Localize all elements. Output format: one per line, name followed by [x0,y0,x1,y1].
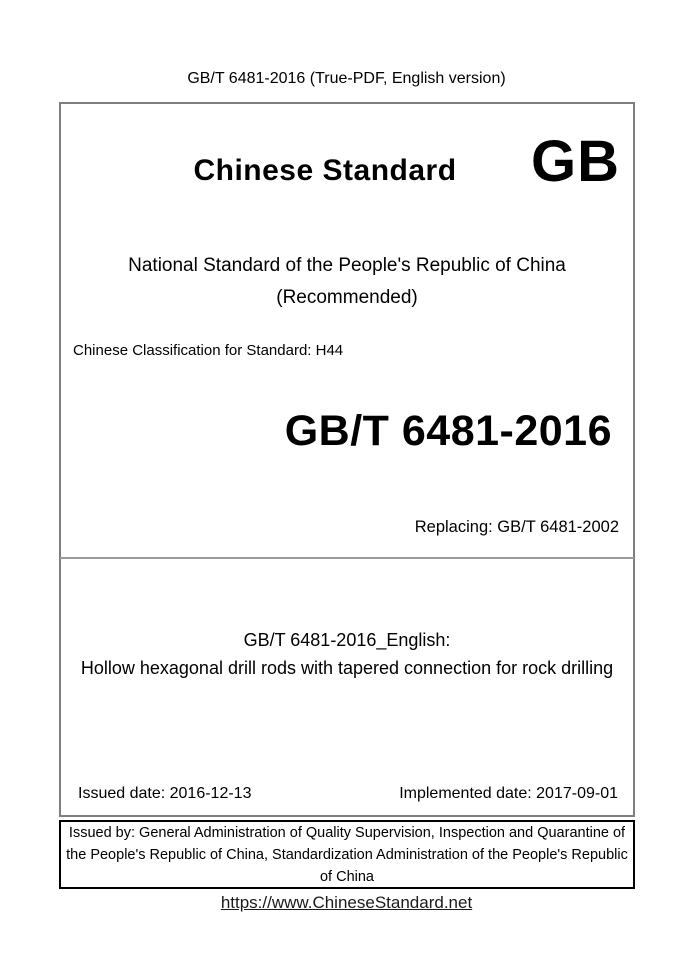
implemented-date: Implemented date: 2017-09-01 [399,785,618,802]
gb-logo: GB [531,129,620,194]
english-title: Hollow hexagonal drill rods with tapered connection for rock drilling [80,658,614,678]
footer [0,893,693,913]
english-title-label: GB/T 6481-2016_English: [243,630,451,650]
issuer-text: Issued by: General Administration of Quality Supervision, Inspection and Quarantine of the People's Republic of China, Standardization Administration of the People's Republic of China [66,824,628,885]
website-link[interactable]: https://www.ChineseStandard.net [220,893,473,912]
issued-date: Issued date: 2016-12-13 [78,785,252,802]
national-standard-line: National Standard of the People's Republic of China [128,255,566,276]
brand-title: Chinese Standard [193,154,457,187]
section-divider [60,557,634,559]
classification-label: Chinese Classification for Standard: H44 [73,342,344,359]
dates-row [78,785,618,803]
replacing-note: Replacing: GB/T 6481-2002 [414,518,619,536]
standard-number: GB/T 6481-2016 [284,407,612,455]
national-standard-block [61,250,633,314]
cover-main-box [59,102,635,817]
brand-row [61,104,633,204]
recommended-line: (Recommended) [276,287,418,308]
english-title-block [61,626,633,682]
issuer-box [59,820,635,889]
page-header-title: GB/T 6481-2016 (True-PDF, English version) [187,70,506,87]
